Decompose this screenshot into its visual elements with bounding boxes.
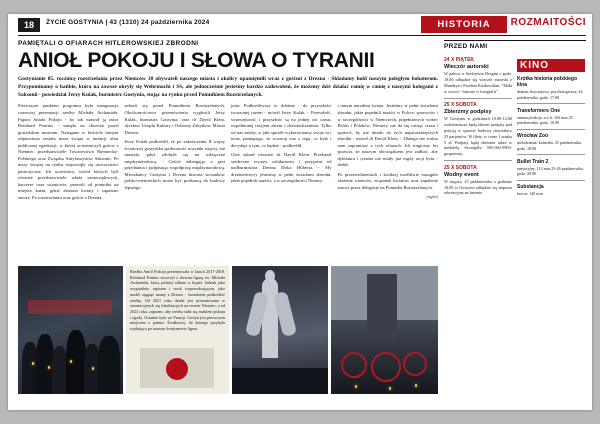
kino-title: Bullet Train 2 xyxy=(517,158,549,165)
kino-item xyxy=(517,76,585,100)
kino-item xyxy=(517,159,585,177)
kino-banner: KINO xyxy=(517,59,585,72)
kino-text: animacja/akcja, sci-fi, 104 min 25 października, godz. 16.00 xyxy=(517,114,573,126)
event-text: W palecu w Szelejewie Drugim o godz. 18.00 odbędzie się wieczór autorski z Mandżyn i Pawłem Kozłowskim: "Mała w owoce - historie w fotografii". xyxy=(444,71,512,94)
kino-item xyxy=(517,133,585,151)
paragraph: Pierwszym punktem programu była inauguracja czasowej prezentacji rzeźby Michała Archanioła. Figura Anioła Pokoju - bo tak nazwał ją autor Reinhard Pontius - stanęła na skwerze przed gostyńskim muzeum. Następnie w kościele farnym odprawiona została msza święta w intencji ofiar publicznej egzekucji, w której uczestniczyli goście z Niemiec: przedstawiciele Towarzystwa Niemiecko-Polskiego oraz Związku Antyfaszystów Saksonii. Po mszy świętej na rynku rozpoczęły się uroczystości patriotyczne. Ich uczestnicy, wśród których byli również przedstawiciele władz samorządowych, harcerze oraz uczniowie, przeszli od pomnika na miejsce kaźni, gdzie złożono kwiaty i zapalono znicze. Po rozstrzelaniu oraz goście z Drezna. xyxy=(18,103,119,200)
photo-strip xyxy=(18,266,438,394)
rail-rule xyxy=(517,129,585,130)
article-headline: ANIOŁ POKOJU I SŁOWA O TYRANII xyxy=(18,49,375,72)
event-date: 24 X PIĄTEK xyxy=(444,57,475,63)
kino-title: Wrocław Zoo xyxy=(517,133,549,140)
rail-column-1 xyxy=(444,53,512,197)
kino-text: dramat obyczajowy, psychologiczny, 24 października, godz. 17.00 xyxy=(517,89,583,100)
rail-columns xyxy=(444,53,586,197)
article-column-3 xyxy=(231,103,332,204)
article-columns xyxy=(18,103,438,204)
paragraph: zebrali się przed Pomnikiem Rozstrzelanych. Okolicznościowe przemówienia wygłosili Jerzy Kulak, burmistrz Gostynia, oraz dr David Klein, dyrektor Urzędu Kultury i Ochrony Zabytków Miasta Drezna. xyxy=(124,103,225,135)
article-column-2 xyxy=(125,103,226,204)
event-title: Zbierzmy podpisy xyxy=(444,109,492,115)
paragraph: Po przezwolnieniach i krótkiej modlitwie nastąpiło złożenie wieńców, wiązanek kwiatów oraz zapalenie zniczy przez delegacje na Pomniku Rozstrzelanych. xyxy=(337,171,438,190)
page-header xyxy=(8,14,592,36)
article-lede: Gostynianie 85. rocznicę rozstrzelania przez Niemców 30 obywateli naszego miasta i okolicy upamiętnili wraz z gośćmi z Drezna - Składamy hołd naszym poległym bohaterom. Przypominamy o hańbie, która na zawsze okryły się Wehrmacht i SS, ale jednocześnie jesteśmy bardzo zadowoleni, że możemy dziś działać ramię w ramię z naszymi kolegami z Saksonii - powiedział Jerzy Kulak, burmistrz Gostynia, stojąc na rynku przed Pomnikiem Rozstrzelanych. xyxy=(18,76,438,98)
paragraph: Jerzy Kulak podkreślił, że po zakończeniu II wojny światowej gostyńska społeczność uczyniła więcej, niż musiała, gdyż zdobyła się na wdzięczne międzynarodową. - Gościć zabiegając o gest pojednania i podpisując współpracę międzynarodową. Mieszkańcy Gostynia i Drezna historia stosunków polsko-niemieckich może być podstawą do budowy lepszego xyxy=(124,139,225,190)
rail-rule xyxy=(444,160,512,161)
rail-column-2 xyxy=(517,53,585,197)
article-byline: (aghe) xyxy=(426,194,438,200)
event-title: Wieczór autorski xyxy=(444,64,489,70)
header-divider xyxy=(18,35,586,36)
photo-monument-wreaths xyxy=(331,266,438,394)
article-column-4 xyxy=(338,103,439,204)
event-date: 25 X SOBOTA xyxy=(444,164,477,171)
article-kicker: PAMIĘTALI O OFIARACH HITLEROWSKIEJ ZBRODNI xyxy=(18,40,199,47)
kino-text: horror, 140 min xyxy=(517,191,543,197)
event-date: 25 X SOBOTA xyxy=(444,102,477,108)
kino-title: Substancja xyxy=(517,184,544,191)
paragraph: Głos zabrał również dr David Klein. Przekazał serdeczne wyrazy solidarności i przyjaźni od nadburmistrza Drezna Dirka Hilberta. - My dreźnieńczycy jesteśmy w pełni świadomi zbrodni, jakie popełnili naziści, a w szczególności Niemcy xyxy=(231,152,332,184)
kino-title: Krótka historia polskiego kina xyxy=(517,76,578,88)
rail-rule xyxy=(517,180,585,181)
paragraph: i innym narodem świata. Jesteśmy w pełni świadomi zbrodni, jakie popełnili naziści w Polsce, sprawców i w szczególności w Niemczech, popełnionych wobec Polski i Polaków. Niestety, nie da się cofnąć czasu i sprawić, by nie doszło do tych najstraszniejszych zbrodni - mówił dr David Klein. - Dlatego nie wolno nam zapominać o tych ofiarach. Ich tragiczny los sprawia, że naszym obowiązkiem jest zadbać, aby dyktatura i tyrania nie miały już nigdy racji bytu - dodał. xyxy=(337,103,438,168)
photo-ceremony-crowd xyxy=(18,266,123,394)
section-right-label: ROZMAITOŚCI xyxy=(510,17,586,28)
section-badge xyxy=(421,16,507,33)
kino-title: Transformers One xyxy=(517,107,561,114)
event-text: W Gostyniu w godzinach 10.00-14.00 wolontariusze będą zbierać podpisy pod petycją w sprawie budowy obwodnicy 25 pacjentów. W filety, w cenie 1 sztuka 5 zł. Podpisy będą zbierane także w niedzielę. Szczegóły: 505-002-9903-gosprawny. xyxy=(444,116,512,157)
rail-rule xyxy=(517,154,585,155)
paragraph: jutra. Podkreśliwszy to dobitne - do przyszłości tworzonej razem - mówił Jerzy Kulak. - Przeszłość, wniesiejszość i przyszłość są na jednej osi czasu, wspólnionej trzyjem żarem i doświadczeniem. Tylko od nas zależy, w jaki sposób wykorzystamy swoje tu i teraz, pamiętając, że wczoraj ono z tego, co było i decyduje o tym, co będzie - podkreślił. xyxy=(231,103,332,148)
masthead-line: ŻYCIE GOSTYNIA | 43 (1310) 24 października 2024 xyxy=(46,19,210,26)
rail-rule xyxy=(517,103,585,104)
section-label: HISTORIA xyxy=(437,19,491,30)
page-number: 18 xyxy=(18,18,40,32)
rail-title: PRZED NAMI xyxy=(444,43,488,50)
main-article xyxy=(18,40,438,204)
newspaper-page xyxy=(8,14,592,410)
photo-angel-statue xyxy=(232,266,328,394)
event-title: Wodny event xyxy=(444,171,479,178)
kino-item xyxy=(517,184,585,197)
caption-text: Rzeźba Anioł Pokoju prezentowała w latach 2017-2018. Reinhard Pontius stworzył z drewna figurę św. Michała Archanioła, którą później odlano w brązie. Jednak jako oryginalnie, zapisem i wosk wyprawdzającym, jako model sięgnąć mamy z Drezna - świadomie podkreślać rzeźbę. Od 2021 roku działa jest prezentowana w orientacyjnych się lokalizacjach na terenie Niemiec, a od 2023 roku, zapisem, aby rzeźba stała się znakiem pokoju i zgody. Ostatnio była we Francji. Gostyń jest pierwszym miejscem z państw Środkowej, do którego przybyła wędrująca po naszym kontynencie figura. xyxy=(130,269,225,332)
right-rail xyxy=(444,40,586,197)
article-column-1 xyxy=(18,103,119,204)
photo-caption-box xyxy=(126,266,229,394)
kino-text: sensacyjny, 114 min 25-26 października, godz. 20.00 xyxy=(517,165,584,177)
kino-text: melodramat/ komedia, 25 października, godz. 18.00 xyxy=(517,140,582,151)
rail-divider xyxy=(444,40,586,41)
kino-item xyxy=(517,108,585,126)
rail-rule xyxy=(444,98,512,99)
event-text: W zajęciu, 25 października o godzinie 10.00 w Gostyniu odbędzie się impreza rekreacyjna na basenie. xyxy=(444,178,512,196)
